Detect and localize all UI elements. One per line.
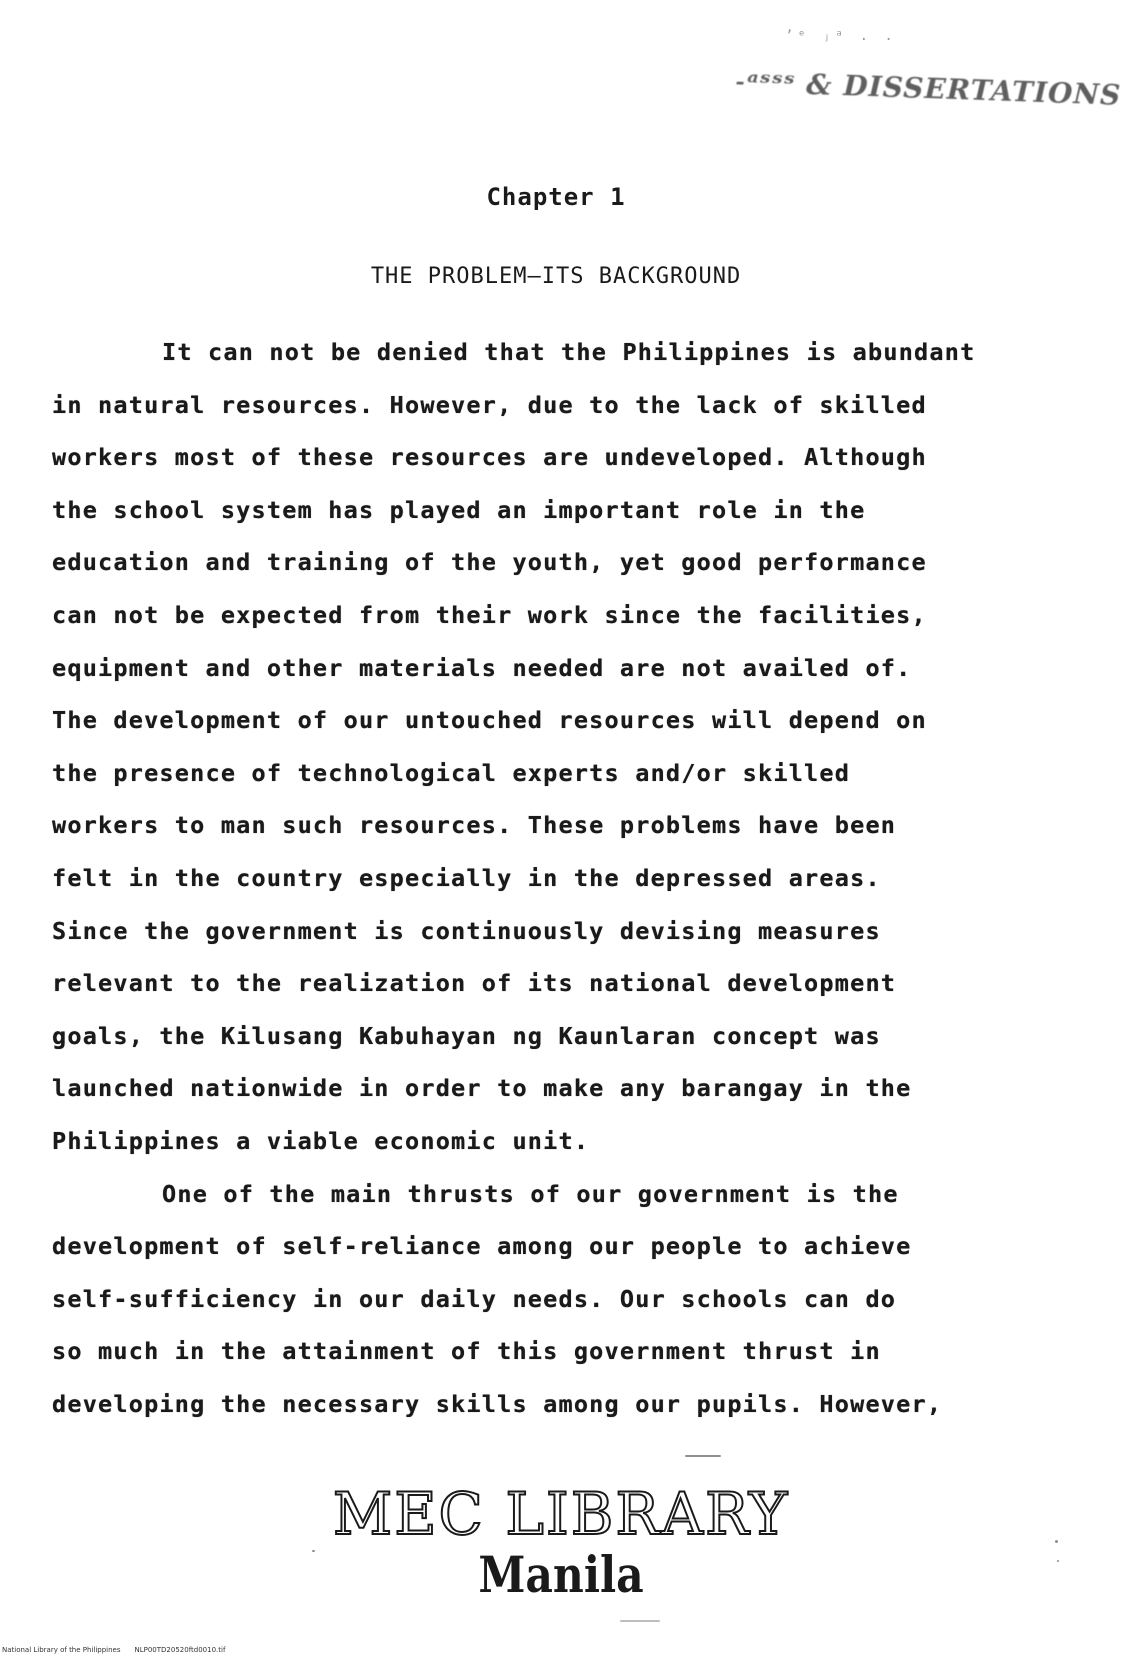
text-line: Philippines a viable economic unit. xyxy=(52,1126,590,1155)
text-line: Since the government is continuously devising measures xyxy=(52,916,881,945)
text-line: equipment and other materials needed are not availed of. xyxy=(52,653,912,682)
text-line: workers most of these resources are undeveloped. Although xyxy=(52,443,927,472)
scan-speck xyxy=(1057,1560,1059,1562)
scan-speck xyxy=(685,1455,721,1457)
text-line: development of self-reliance among our people to achieve xyxy=(52,1232,912,1261)
scan-speck xyxy=(312,1550,315,1552)
chapter-subtitle-text: THE PROBLEM—ITS BACKGROUND xyxy=(370,264,742,289)
text-line: self-sufficiency in our daily needs. Our schools can do xyxy=(52,1284,897,1313)
library-stamp-city: Manila xyxy=(478,1545,644,1604)
text-line: One of the main thrusts of our government is the xyxy=(162,1179,899,1208)
text-line: developing the necessary skills among our pupils. However, xyxy=(52,1389,943,1418)
scan-footer xyxy=(2,1646,225,1654)
text-line: It can not be denied that the Philippines is abundant xyxy=(162,338,976,366)
text-line: can not be expected from their work since the facilities, xyxy=(52,600,927,629)
chapter-label: Chapter 1 xyxy=(486,183,626,211)
text-line: workers to man such resources. These problems have been xyxy=(52,811,897,840)
footer-source: National Library of the Philippines xyxy=(2,1646,121,1654)
footer-file: NLP00TD20520ftd0010.tif xyxy=(134,1646,226,1654)
text-line: the presence of technological experts and/or skilled xyxy=(52,758,851,787)
text-line: The development of our untouched resources will depend on xyxy=(52,706,927,735)
scan-speck xyxy=(1055,1540,1058,1543)
library-stamp-name: MEC LIBRARY xyxy=(332,1480,790,1548)
text-line: education and training of the youth, yet good performance xyxy=(52,548,927,577)
text-line: the school system has played an important role in the xyxy=(52,495,866,524)
stamp-marks: ʼᵉ ⱼᵃ . . xyxy=(785,28,897,44)
text-line: goals, the Kilusang Kabuhayan ng Kaunlaran concept was xyxy=(52,1021,881,1050)
body-text xyxy=(52,337,1012,1441)
scan-speck xyxy=(620,1620,660,1622)
text-line: launched nationwide in order to make any barangay in the xyxy=(52,1074,912,1103)
chapter-subtitle xyxy=(0,264,1132,289)
text-line: so much in the attainment of this government thrust in xyxy=(52,1337,881,1366)
text-line: relevant to the realization of its national development xyxy=(52,969,897,998)
chapter-heading xyxy=(0,183,1132,211)
library-stamp xyxy=(0,1482,1132,1604)
theses-dissertations-stamp: ˗ᵃˢˢˢ & DISSERTATIONS xyxy=(734,65,1122,112)
text-line: in natural resources. However, due to the lack of skilled xyxy=(52,390,927,419)
text-line: felt in the country especially in the depressed areas. xyxy=(52,863,881,892)
